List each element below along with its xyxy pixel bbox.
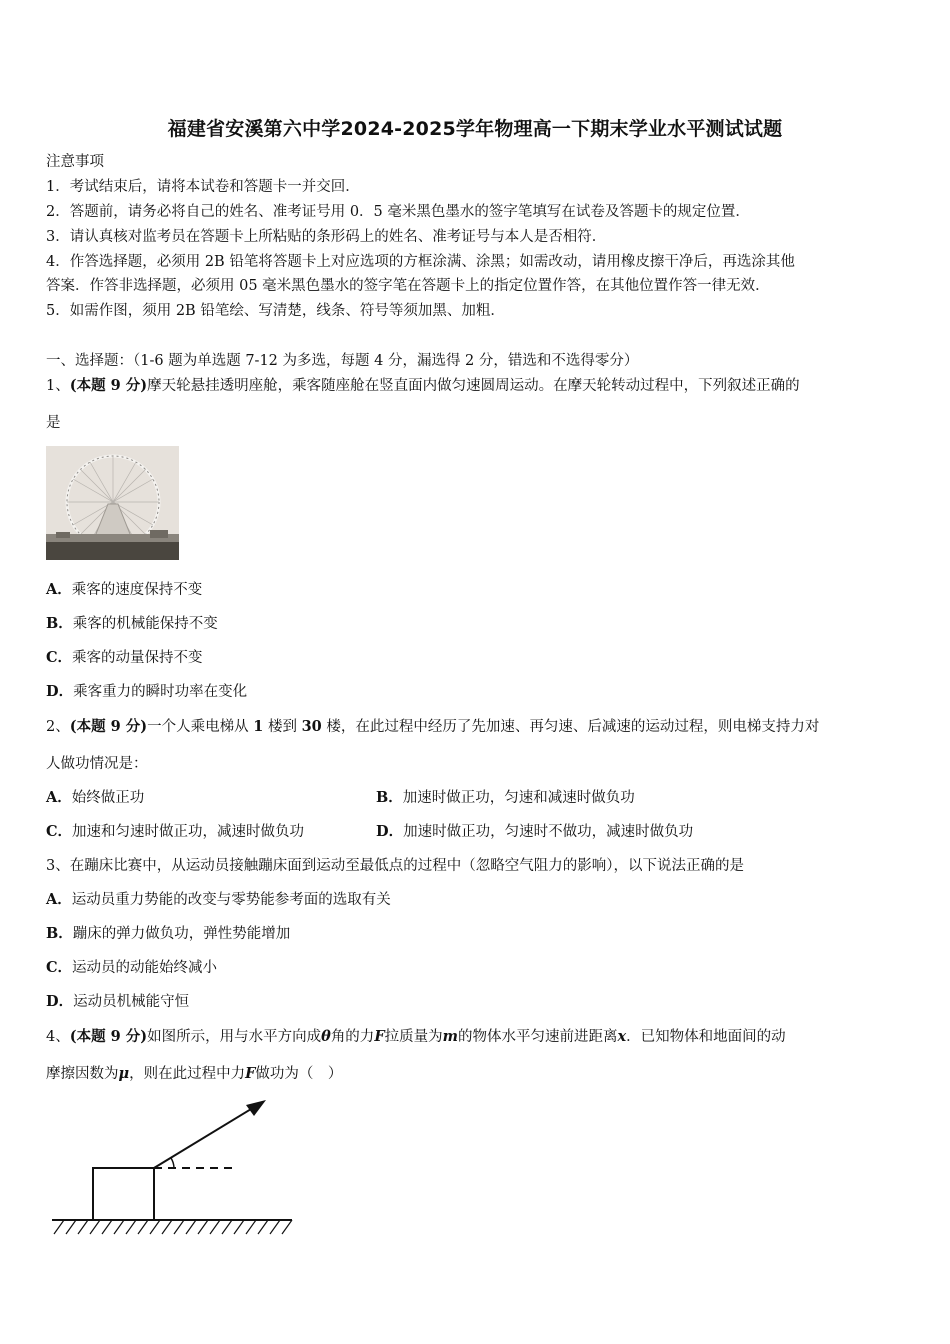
option-text: 加速时做正功，匀速时不做功，减速时做负功 [403,824,694,840]
notice-item: 1．考试结束后，请将本试卷和答题卡一并交回． [46,179,360,195]
option [46,959,217,977]
notice-item: 3．请认真核对监考员在答题卡上所粘贴的条形码上的姓名、准考证号与本人是否相符． [46,229,607,245]
symbol-m: m [442,1028,458,1045]
question-score: (本题 9 分) [69,377,148,394]
notice-heading: 注意事项 [46,154,104,170]
option [46,789,144,807]
notice-item: 答案．作答非选择题，必须用 05 毫米黑色墨水的签字笔在答题卡上的指定位置作答，在其他位置作答一律无效． [46,278,770,294]
option-text: 运动员重力势能的改变与零势能参考面的选取有关 [71,892,391,908]
question-text: 拉质量为 [384,1029,443,1045]
option-text: 乘客重力的瞬时功率在变化 [73,684,248,700]
option [376,789,635,807]
option [46,581,202,599]
question-text: 做功为（ ） [255,1066,343,1082]
question-text: 摩擦因数为 [46,1066,119,1082]
question-text: 角的力 [330,1029,375,1045]
symbol-theta: θ [321,1028,331,1045]
question-number: 4、 [46,1029,70,1045]
option [46,615,218,633]
option-letter: D． [376,823,404,840]
option-text: 始终做正功 [71,790,145,806]
question-score: (本题 9 分) [69,1028,148,1045]
option-letter: A． [46,789,72,806]
question-text: 如图所示，用与水平方向成 [147,1029,322,1045]
question-text: 楼到 [263,719,302,735]
option-text: 乘客的机械能保持不变 [72,616,218,632]
option [46,925,290,943]
option [46,823,304,841]
question-2-stem [46,718,819,736]
notice-item: 2．答题前，请务必将自己的姓名、准考证号用 0．5 毫米黑色墨水的签字笔填写在试卷及答题卡的规定位置． [46,204,750,220]
option-letter: C． [46,823,73,840]
symbol-mu: μ [118,1065,130,1082]
question-text: 的物体水平匀速前进距离 [457,1029,618,1045]
symbol-F: F [374,1028,385,1045]
option-letter: B． [46,925,73,942]
angle-arc-icon [171,1158,174,1168]
floor-number: 30 [301,718,322,735]
question-text: 一个人乘电梯从 [147,719,254,735]
section-heading: 一、选择题：（1-6 题为单选题 7-12 为多选，每题 4 分，漏选得 2 分，错选和不选得零分） [46,353,639,369]
block-icon [93,1168,154,1220]
option-text: 运动员的动能始终减小 [72,960,218,976]
option [46,891,391,909]
floor-number: 1 [253,718,264,735]
option-letter: B． [46,615,73,632]
force-arrow-icon [154,1100,266,1168]
question-4-stem [46,1028,786,1046]
notice-item: 4．作答选择题，必须用 2B 铅笔将答题卡上对应选项的方框涂满、涂黑；如需改动，请用橡皮擦干净后，再选涂其他 [46,254,795,270]
symbol-x: x [617,1028,627,1045]
question-3-stem: 3、在蹦床比赛中，从运动员接触蹦床面到运动至最低点的过程中（忽略空气阻力的影响），以下说法正确的是 [46,858,744,874]
option-text: 蹦床的弹力做负功，弹性势能增加 [72,926,291,942]
ground-icon [52,1220,292,1234]
option-letter: B． [376,789,403,806]
ferris-wheel-photo [46,446,179,560]
option [46,993,189,1011]
question-4-stem-cont [46,1065,342,1083]
question-text: ，则在此过程中力 [129,1066,246,1082]
force-diagram [50,1092,300,1242]
option-letter: C． [46,959,73,976]
ferris-wheel-icon [46,446,179,560]
question-number: 2、 [46,719,70,735]
question-1-stem [46,377,800,395]
option-letter: A． [46,581,72,598]
option-text: 乘客的速度保持不变 [71,582,203,598]
question-score: (本题 9 分) [69,718,148,735]
symbol-F: F [245,1065,256,1082]
question-2-stem-cont: 人做功情况是： [46,756,148,772]
question-1-stem-cont: 是 [46,415,61,431]
option [46,649,203,667]
notice-item: 5．如需作图，须用 2B 铅笔绘、写清楚，线条、符号等须加黑、加粗． [46,303,505,319]
option-text: 加速和匀速时做正功，减速时做负功 [72,824,305,840]
option-letter: C． [46,649,73,666]
option-text: 加速时做正功，匀速和减速时做负功 [402,790,635,806]
option-letter: A． [46,891,72,908]
question-number: 1、 [46,378,70,394]
question-text: ．已知物体和地面间的动 [626,1029,786,1045]
option [46,683,247,701]
option-letter: D． [46,683,74,700]
option-text: 乘客的动量保持不变 [72,650,203,666]
option-letter: D． [46,993,74,1010]
page-title: 福建省安溪第六中学2024-2025学年物理高一下期末学业水平测试试题 [167,118,783,140]
question-text: 摩天轮悬挂透明座舱，乘客随座舱在竖直面内做匀速圆周运动。在摩天轮转动过程中，下列叙述正确的 [147,378,800,394]
option-text: 运动员机械能守恒 [73,994,190,1010]
question-text: 楼，在此过程中经历了先加速、再匀速、后减速的运动过程，则电梯支持力对 [321,719,820,735]
option [376,823,693,841]
